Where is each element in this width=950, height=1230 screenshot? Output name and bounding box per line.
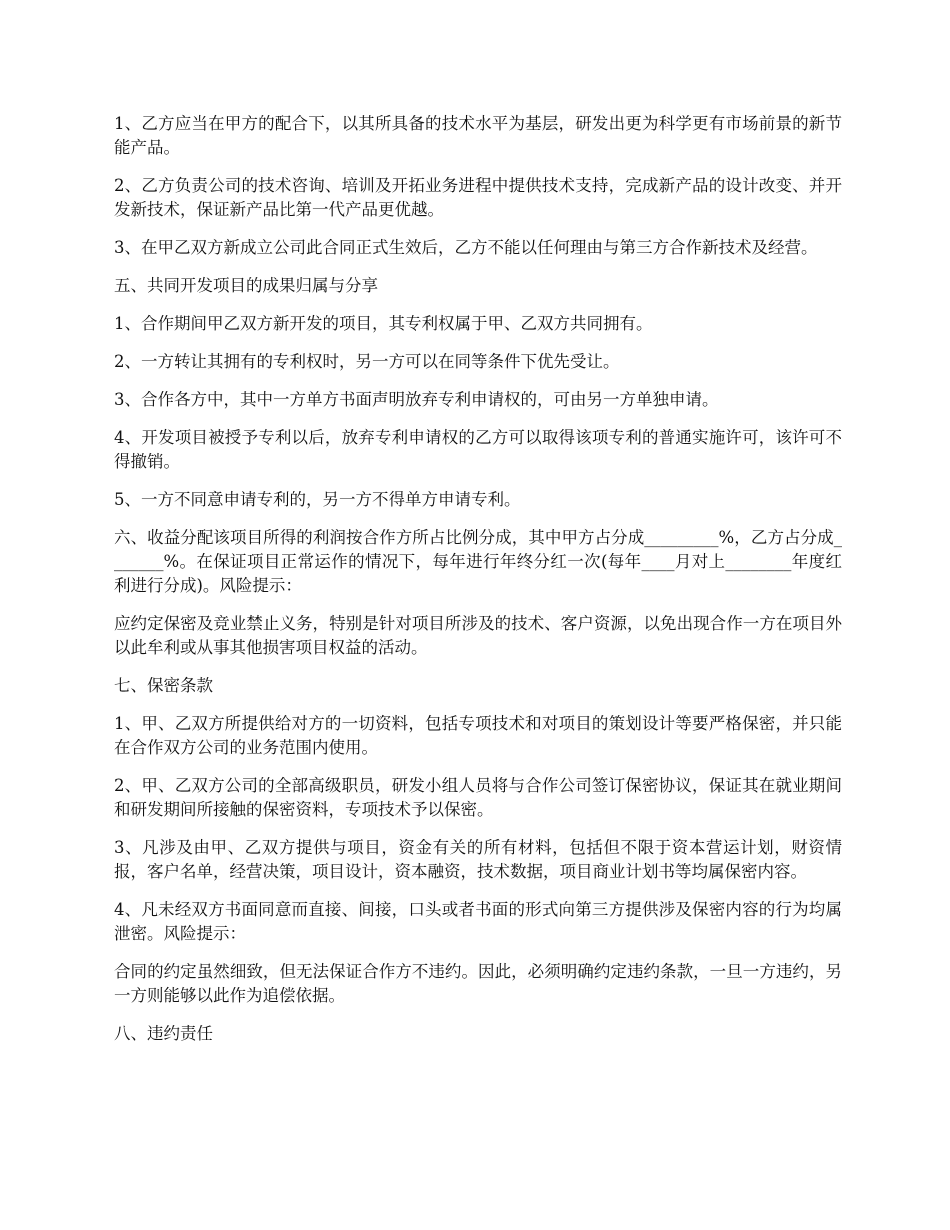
clause-7-3: 3、凡涉及由甲、乙双方提供与项目，资金有关的所有材料，包括但不限于资本营运计划，财资情报，客户名单，经营决策，项目设计，资本融资，技术数据，项目商业计划书等均属保密内容。: [114, 838, 842, 881]
clause-b3: 3、在甲乙双方新成立公司此合同正式生效后，乙方不能以任何理由与第三方合作新技术及经营。: [114, 238, 818, 257]
section-5-heading: 五、共同开发项目的成果归属与分享: [114, 276, 378, 295]
clause-5-3: 3、合作各方中，其中一方单方书面声明放弃专利申请权的，可由另一方单独申请。: [114, 390, 719, 409]
clause-5-2: 2、一方转让其拥有的专利权时，另一方可以在同等条件下优先受让。: [114, 352, 620, 371]
section-6-profit-sharing: 六、收益分配该项目所得的利润按合作方所占比例分成，其中甲方占分成_________%，乙方占分成_______%。在保证项目正常运作的情况下，每年进行年终分红一次(每年____月对上________年度红利进行分成)。风险提示：: [114, 528, 842, 595]
document-body: [114, 112, 842, 1060]
risk-note-6: 应约定保密及竞业禁止义务，特别是针对项目所涉及的技术、客户资源，以免出现合作一方在项目外以此牟利或从事其他损害项目权益的活动。: [114, 614, 842, 657]
risk-note-7: 合同的约定虽然细致，但无法保证合作方不违约。因此，必须明确约定违约条款，一旦一方违约，另一方则能够以此作为追偿依据。: [114, 962, 842, 1005]
clause-7-1: 1、甲、乙双方所提供给对方的一切资料，包括专项技术和对项目的策划设计等要严格保密，并只能在合作双方公司的业务范围内使用。: [114, 714, 842, 757]
clause-b2: 2、乙方负责公司的技术咨询、培训及开拓业务进程中提供技术支持，完成新产品的设计改变、并开发新技术，保证新产品比第一代产品更优越。: [114, 176, 842, 219]
clause-5-4: 4、开发项目被授予专利以后，放弃专利申请权的乙方可以取得该项专利的普通实施许可，该许可不得撤销。: [114, 428, 842, 471]
clause-5-1: 1、合作期间甲乙双方新开发的项目，其专利权属于甲、乙双方共同拥有。: [114, 314, 653, 333]
clause-5-5: 5、一方不同意申请专利的，另一方不得单方申请专利。: [114, 490, 521, 509]
clause-7-2: 2、甲、乙双方公司的全部高级职员，研发小组人员将与合作公司签订保密协议，保证其在就业期间和研发期间所接触的保密资料，专项技术予以保密。: [114, 776, 842, 819]
section-7-heading: 七、保密条款: [114, 676, 213, 695]
clause-7-4: 4、凡未经双方书面同意而直接、间接，口头或者书面的形式向第三方提供涉及保密内容的行为均属泄密。风险提示：: [114, 900, 842, 943]
clause-b1: 1、乙方应当在甲方的配合下，以其所具备的技术水平为基层，研发出更为科学更有市场前景的新节能产品。: [114, 114, 842, 157]
section-8-heading: 八、违约责任: [114, 1024, 213, 1043]
